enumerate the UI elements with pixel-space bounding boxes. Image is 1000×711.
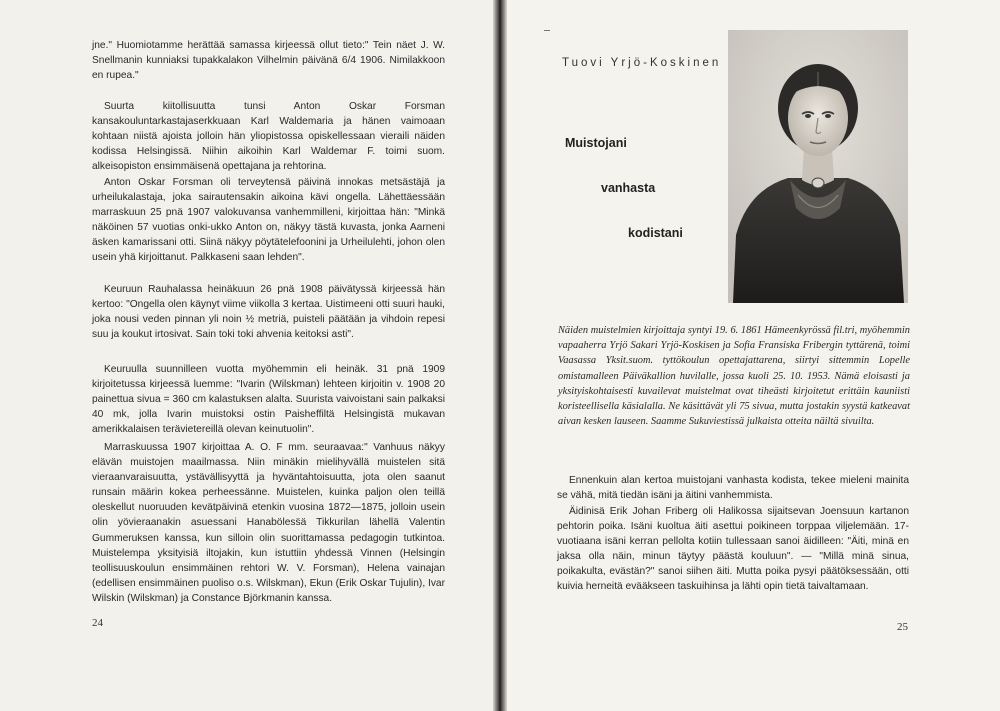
page-number-right: 25 — [897, 621, 908, 633]
left-paragraph-4: Keuruun Rauhalassa heinäkuun 26 pnä 1908 päivätyssä kirjeessä hän kertoo: "Ongella olen käynyt viime viikolla 3 kertaa. Uistimeeni otti suuri hauki, joka nousi veden pinnan yli noin ½ metriä, puisteli päätään ja vihdoin repesi suu ja koukut irtosivat. Sain toki toki ahvenia keitoksi asti". — [92, 284, 445, 341]
left-paragraph-5: Keuruulla suunnilleen vuotta myöhemmin eli heinäk. 31 pnä 1909 kirjoitetussa kirjeessä luemme: "Ivarin (Wilskman) lehteen kirjoitin v. 1908 20 painettua sivua = 360 cm kalastuksen alalta. Suurista vaivoistani sain palkaksi 40 mk, jolla Ivarin muistoksi ostin Paisheffiltä Helsingistä mukavan amerikkalaisen terävietereillä olevan keinutuolin". — [92, 364, 445, 436]
book-gutter — [493, 0, 507, 711]
page-number-left: 24 — [92, 617, 103, 629]
title-line-3: kodistani — [628, 226, 683, 240]
page-mark — [544, 30, 550, 31]
right-paragraph-2: Äidinisä Erik Johan Friberg oli Halikossa sijaitsevan Joensuun kartanon pehtorin poika. Isäni kuoltua äiti asettui poikineen torppaa viljelemään. 17-vuotiaana isäni kerran pellolta kotiin tullessaan sanoi äidilleen: "Äiti, minä en jaksa olla näin, minun täytyy päästä kouluun". — "Millä minä sinua, poikakulta, evästän?" sanoi siihen äiti. Mutta poika pysyi päätöksessään, otti kuivia herneitä evääkseen taskuihinsa ja lähti opin tietä taivaltamaan. — [557, 506, 909, 593]
left-paragraph-6: Marraskuussa 1907 kirjoittaa A. O. F mm. seuraavaa:" Vanhuus näkyy elävän muistojen maailmassa. Niin minäkin mielihyvällä muistelen sitä vieraanvaraisuutta, ystävällisyyttä ja hyväntahtoisuutta, jota olen saanut runsain määrin kokea perheessänne. Muistelen, kuinka paljon olen teillä oleskellut nuoruuden kevätpäivinä etenkin vuosina 1872—1875, jolloin usein olin yövieraanakin asuessani Hanaböless̈ä Tikkurilan lähellä Valentin Gummeruksen kanssa, kun silloin olin suorittamassa pedagogin tutkintoa. Muistelempa yksityisiä iltojakin, kun istuttiin yhdessä Vinnen (Helsingin teollisuuskoulun ensimmäinen rehtori W. V. Forsman), Helena vainajan (edellisen ensimmäinen puoliso o.s. Wilskman), Ekun (Erik Oskar Tujulin), Ivar Wilskin (Wilskman) ja Constance Björkmanin kanssa. — [92, 442, 445, 604]
author-portrait — [728, 30, 908, 303]
intro-paragraph: Näiden muistelmien kirjoittaja syntyi 19. 6. 1861 Hämeenkyrössä fil.tri, myöhemmin vapaaherra Yrjö Sakari Yrjö-Koskisen ja Sofia Fransiska Fribergin tyttärenä, toimi Vaasassa Yksit.suom. tyttökoulun opettajattarena, siirtyi sittemmin Lopelle omistamalleen Päiväkallion huvilalle, jossa kuoli 25. 10. 1953. Nämä eloisasti ja yksityiskohtaisesti kuvailevat muistelmat ovat tiheästi kirjoitetut erittäin kauniisti koristeellisella käsialalla. Ne käsittävät yli 75 sivua, mutta jostakin syystä katkeavat aivan kesken lauseen. Saamme Sukuviestissä julkaista otteita näiltä sivuilta. — [558, 325, 910, 428]
left-paragraph-3: Anton Oskar Forsman oli terveytensä päivinä innokas metsästäjä ja urheilukalastaja, joka sairautensakin aikoina kävi ongella. Lähettäessään marraskuun 25 pnä 1907 valokuvansa vanhemmilleni, kirjoittaa hän: "Minkä näköinen 57 vuotias onki-ukko Anton on, näkyy tästä kuvasta, jonka Aarneni äsken kamarissani otti. Siinä näkyy pöytätelefoonini ja Urheilulehti, johon olen usein yhä kirjoittanut. Palkkaseni saan lehden". — [92, 177, 445, 264]
left-paragraph-2: Suurta kiitollisuutta tunsi Anton Oskar Forsman kansakouluntarkastajaserkkuaan Karl Waldemaria ja hänen vaimoaan kohtaan niistä ajoista jolloin hän yliopistossa opiskellessaan vieraili näiden kodissa Helsingissä. Niihin aikoihin Karl Waldemar F. toimi suom. alkeisopiston ensimmäisenä opettajana ja rehtorina. — [92, 101, 445, 173]
portrait-illustration — [728, 30, 908, 303]
title-line-2: vanhasta — [601, 181, 656, 195]
left-paragraph-1: jne." Huomiotamme herättää samassa kirjeessä ollut tieto:" Tein näet J. W. Snellmanin kunniaksi tupakkalakon Vilhelmin päivänä 6/4 1906. Nimilakkoon en rupea." — [92, 40, 445, 82]
right-paragraph-1: Ennenkuin alan kertoa muistojani vanhasta kodista, tekee mieleni mainita se vähä, mitä tiedän isäni ja äitini vanhemmista. — [557, 475, 909, 502]
title-line-1: Muistojani — [565, 136, 627, 150]
author-name: Tuovi Yrjö-Koskinen — [562, 57, 722, 69]
